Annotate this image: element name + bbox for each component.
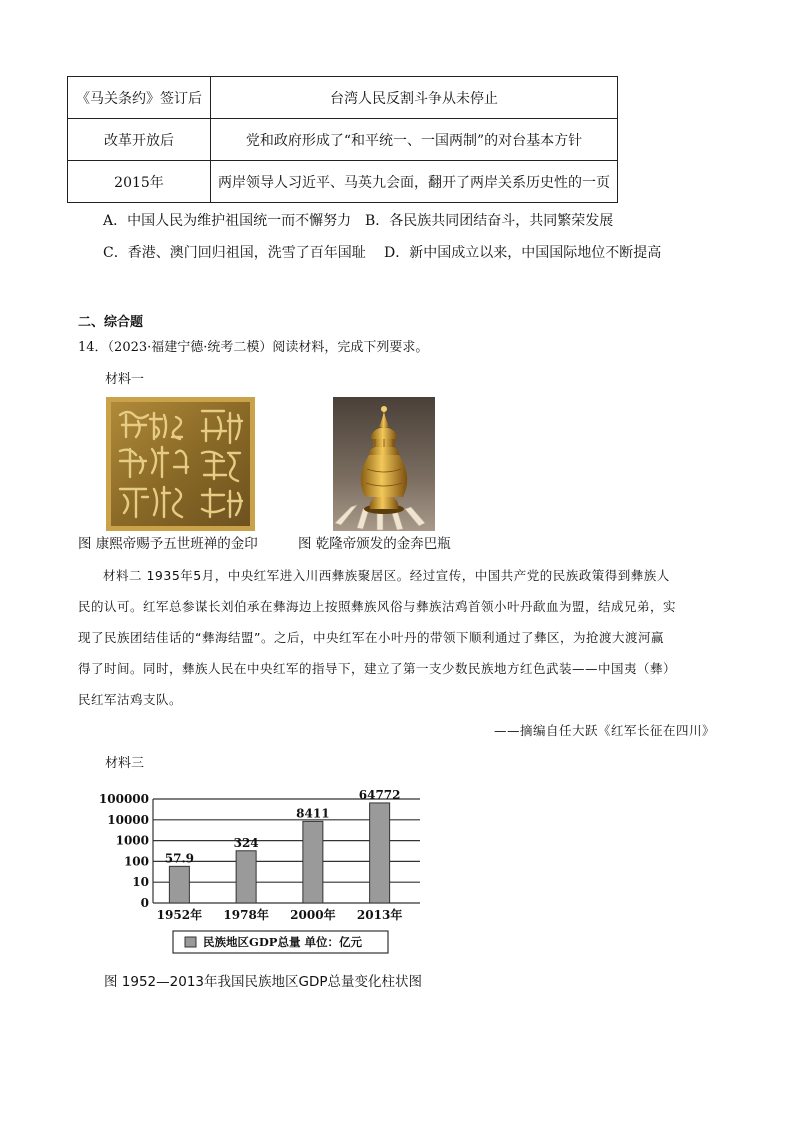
bar-value-label: 8411	[296, 806, 330, 821]
legend-swatch	[185, 937, 196, 947]
section-heading: 二、综合题	[78, 315, 144, 330]
table-row	[68, 77, 618, 119]
table-cell-event: 党和政府形成了“和平统一、一国两制”的对台基本方针	[211, 119, 618, 161]
table-row	[68, 161, 618, 203]
material2-line-3: 现了民族团结佳话的“彝海结盟”。之后，中央红军在小叶丹的带领下顺利通过了彝区，为抢渡大渡河赢	[78, 630, 664, 645]
bar	[236, 851, 256, 903]
material1-label: 材料一	[105, 372, 145, 387]
table-cell-event: 台湾人民反割斗争从未停止	[211, 77, 618, 119]
material3-label: 材料三	[105, 756, 145, 771]
table-cell-time: 改革开放后	[68, 119, 211, 161]
vase-caption: 图 乾隆帝颁发的金奔巴瓶	[298, 536, 451, 552]
bar-value-label: 64772	[358, 787, 401, 802]
material2-line-5: 民红军沽鸡支队。	[78, 692, 183, 707]
y-tick-label: 10	[132, 875, 149, 890]
seal-caption: 图 康熙帝赐予五世班禅的金印	[78, 536, 258, 552]
table-cell-time: 《马关条约》签订后	[68, 77, 211, 119]
bar	[303, 821, 323, 903]
material2-line-1: 材料二 1935年5月，中央红军进入川西彝族聚居区。经过宣传，中国共产党的民族政策得到彝族人	[103, 568, 670, 583]
x-tick-label: 1952年	[156, 908, 203, 922]
chart-caption: 图 1952—2013年我国民族地区GDP总量变化柱状图	[104, 974, 423, 990]
y-tick-label: 0	[140, 896, 149, 910]
x-tick-label: 2000年	[290, 908, 336, 922]
y-tick-label: 100000	[98, 792, 149, 806]
bar	[370, 803, 390, 903]
table-cell-time: 2015年	[68, 161, 211, 203]
option-d: D．新中国成立以来，中国国际地位不断提高	[384, 245, 662, 261]
table-row	[68, 119, 618, 161]
y-tick-label: 1000	[115, 833, 149, 848]
x-tick-label: 2013年	[356, 908, 403, 922]
x-tick-label: 1978年	[223, 908, 269, 922]
material2-line-2: 民的认可。红军总参谋长刘伯承在彝海边上按照彝族风俗与彝族沽鸡首领小叶丹歃血为盟，结成兄弟，实	[78, 599, 677, 614]
bar	[169, 866, 189, 903]
bar-value-label: 324	[233, 835, 259, 850]
material2-source: ——摘编自任大跃《红军长征在四川》	[493, 723, 715, 738]
golden-vase-image	[333, 397, 435, 531]
y-tick-label: 10000	[107, 812, 149, 827]
option-b: B．各民族共同团结奋斗，共同繁荣发展	[365, 213, 614, 229]
golden-seal-image	[106, 397, 255, 531]
option-c: C．香港、澳门回归祖国，洗雪了百年国耻	[103, 245, 366, 261]
y-tick-label: 100	[123, 854, 149, 869]
legend-label: 民族地区GDP总量 单位：亿元	[203, 935, 362, 949]
bar-value-label: 57.9	[164, 851, 194, 866]
table-cell-event: 两岸领导人习近平、马英九会面，翻开了两岸关系历史性的一页	[211, 161, 618, 203]
events-table	[67, 76, 618, 203]
option-a: A．中国人民为维护祖国统一而不懈努力	[103, 213, 352, 229]
gdp-bar-chart	[95, 780, 435, 958]
material2-line-4: 得了时间。同时，彝族人民在中央红军的指导下，建立了第一支少数民族地方红色武装——中国夷（彝）	[78, 661, 677, 676]
question-stem: 14．（2023·福建宁德·统考二模）阅读材料，完成下列要求。	[78, 340, 429, 355]
